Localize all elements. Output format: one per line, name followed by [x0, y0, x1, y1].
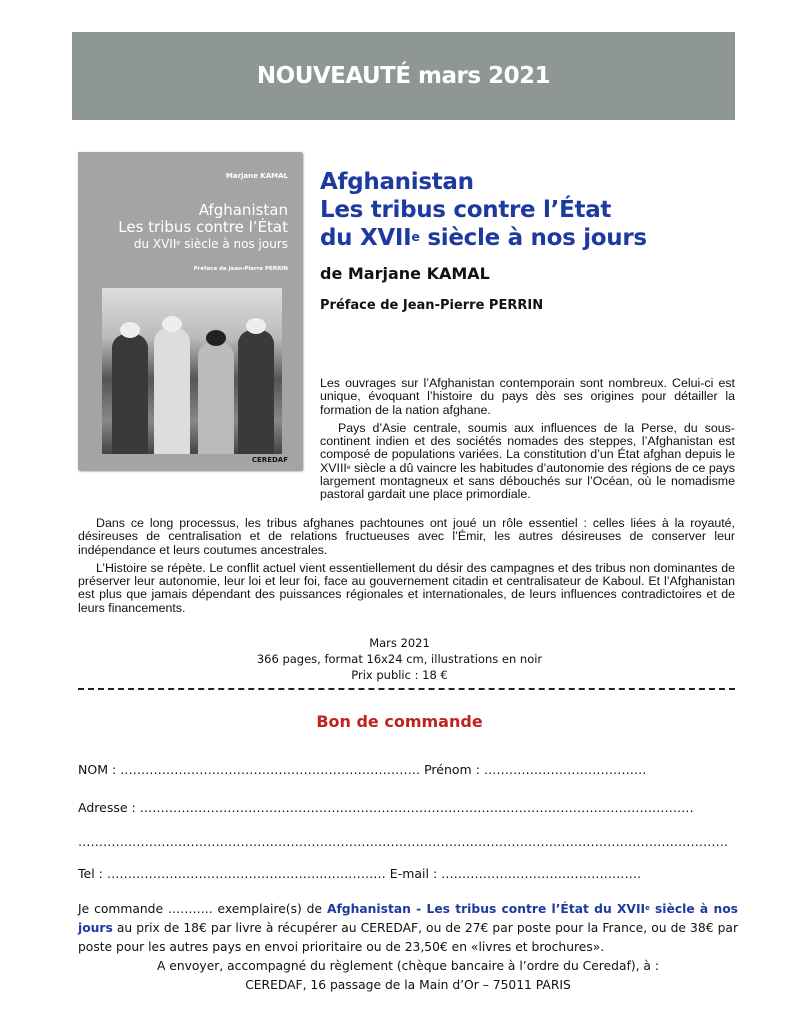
- book-details: 366 pages, format 16x24 cm, illustrations en noir: [256, 652, 543, 666]
- cover-author: Marjane KAMAL: [225, 172, 288, 180]
- send-instructions: A envoyer, accompagné du règlement (chèque bancaire à l’ordre du Ceredaf), à :: [156, 959, 660, 973]
- book-author: de Marjane KAMAL: [320, 264, 490, 283]
- address: CEREDAF, 16 passage de la Main d’Or – 75011 PARIS: [245, 978, 571, 992]
- name-field[interactable]: NOM : ……………………………………………………………… Prénom : …………………………………: [78, 762, 647, 777]
- order-form-title: Bon de commande: [316, 712, 483, 731]
- cover-title-line: Afghanistan: [198, 201, 288, 219]
- header-banner: [72, 32, 735, 120]
- publication-date: Mars 2021: [369, 636, 430, 650]
- address-field[interactable]: Adresse : …………………………………………………………………………….………………………………………: [78, 800, 694, 815]
- cover-photo: [102, 288, 282, 454]
- tel-email-field[interactable]: Tel : …………………………………………….…………… E-mail : …………………………………………: [78, 866, 642, 881]
- cover-preface: Préface de Jean-Pierre PERRIN: [193, 266, 288, 272]
- cover-title: [118, 202, 288, 253]
- body-text: [78, 517, 735, 615]
- order-text: Je commande ……….. exemplaire(s) de Afghanistan - Les tribus contre l’État du XVIIe siècle à nos jours au prix de 18€ par livre à récupérer au CEREDAF, ou de 27€ par poste pour la France, ou de 38€ par poste pour les autres pays en envoi prioritaire ou de 23,50€ en «livres et brochures». A envoyer, accompagné du règlement (chèque bancaire à l’ordre du Ceredaf), à : CEREDAF, 16 passage de la Main d’Or – 75011 PARIS: [78, 900, 738, 995]
- paragraph: Pays d’Asie centrale, soumis aux influences de la Perse, du sous-continent indien et des sociétés nomades des steppes, l’Afghanistan est composé de populations variées. La constitution d’un État afghan depuis le XVIIIe siècle a dû vaincre les habitudes d’autonomie des régions de ce pays largement montagneux et sans débouchés sur l’Océan, où le nomadisme pastoral gardait une place primordiale.: [320, 420, 736, 502]
- paragraph: Dans ce long processus, les tribus afghanes pachtounes ont joué un rôle essentiel : celles liées à la royauté, désireuses de centralisation et de relations fructueuses avec l’Émir, les autres désireuses de conserver leur indépendance et leurs coutumes ancestrales.: [78, 516, 735, 557]
- intro-text: [320, 377, 735, 502]
- paragraph: Les ouvrages sur l’Afghanistan contemporain sont nombreux. Celui-ci est unique, évoquant l’histoire du pays dès ses origines pour détailler la formation de la nation afghane.: [320, 376, 735, 417]
- paragraph: L’Histoire se répète. Le conflit actuel vient essentiellement du désir des campagnes et des tribus non dominantes de préserver leur autonomie, leur loi et leur foi, face au gouvernement citadin et centralisateur de Kaboul. Et l’Afghanistan est plus que jamais dépendant des puissances régionales et internationales, de leurs influences contradictoires et de leurs financements.: [78, 560, 735, 615]
- cover-subtitle: du XVIIe siècle à nos jours: [133, 237, 288, 251]
- cover-publisher: CEREDAF: [251, 456, 288, 464]
- book-title: Afghanistan Les tribus contre l’État du XVIIe siècle à nos jours: [320, 169, 647, 251]
- cover-title-line: Les tribus contre l’État: [118, 218, 288, 236]
- address-field-2[interactable]: …………………………………………………………………………………………………………………………………………: [78, 834, 728, 849]
- book-preface: Préface de Jean-Pierre PERRIN: [320, 298, 544, 313]
- header-title: NOUVEAUTÉ mars 2021: [256, 63, 551, 89]
- cut-line: [78, 688, 735, 690]
- book-price: Prix public : 18 €: [351, 668, 448, 682]
- book-cover: [78, 152, 302, 470]
- book-info: [0, 635, 799, 683]
